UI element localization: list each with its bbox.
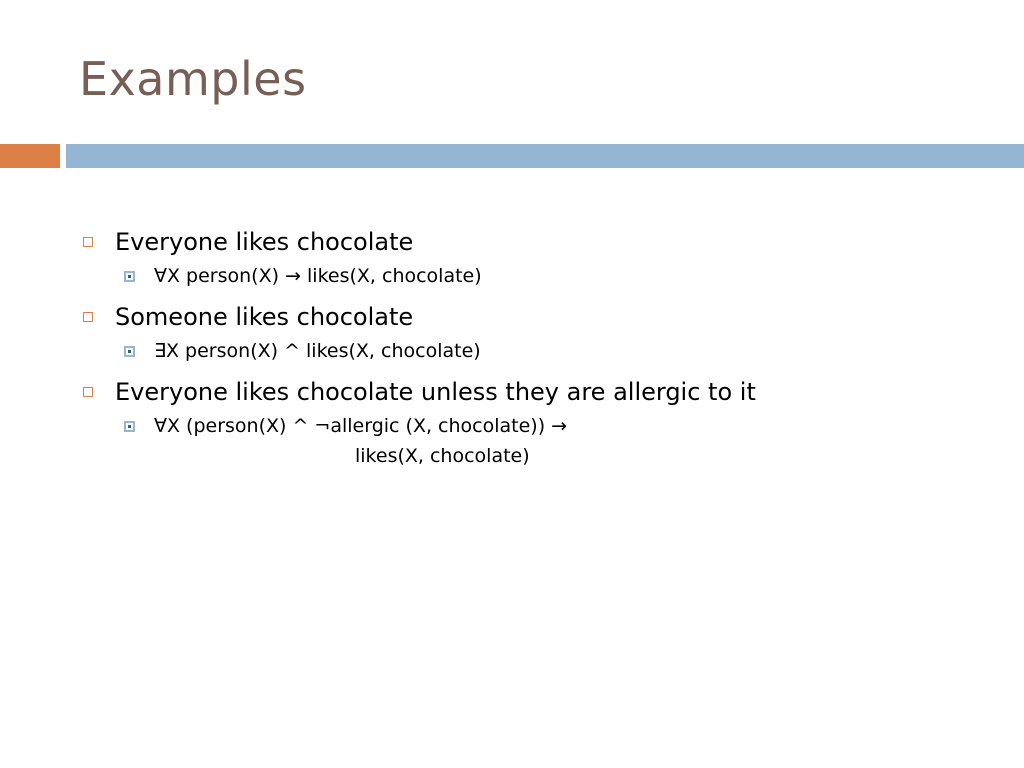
accent-bar: [0, 144, 60, 168]
filled-square-bullet-icon: [124, 271, 135, 282]
square-bullet-icon: [83, 387, 93, 397]
sub-bullet-text: ∃X person(X) ^ likes(X, chocolate): [154, 340, 481, 362]
sub-bullet-item: [80, 336, 1000, 366]
filled-square-bullet-icon: [124, 346, 135, 357]
sub-bullet-continuation: likes(X, chocolate): [355, 445, 530, 467]
square-bullet-icon: [83, 237, 93, 247]
bullet-text: Everyone likes chocolate: [115, 228, 414, 256]
bullet-list: [80, 224, 1000, 479]
bullet-item: [80, 224, 1000, 260]
square-bullet-icon: [83, 312, 93, 322]
bullet-item: [80, 299, 1000, 335]
bullet-text: Everyone likes chocolate unless they are allergic to it: [115, 378, 756, 406]
sub-bullet-text: ∀X person(X) → likes(X, chocolate): [154, 265, 482, 287]
sub-bullet-item: [80, 411, 1000, 471]
bullet-item: [80, 374, 1000, 410]
slide-title: Examples: [79, 52, 307, 106]
sub-bullet-item: [80, 261, 1000, 291]
header-band: [66, 144, 1024, 168]
filled-square-bullet-icon: [124, 421, 135, 432]
sub-bullet-text: ∀X (person(X) ^ ¬allergic (X, chocolate)) →: [154, 415, 568, 437]
bullet-text: Someone likes chocolate: [115, 303, 414, 331]
